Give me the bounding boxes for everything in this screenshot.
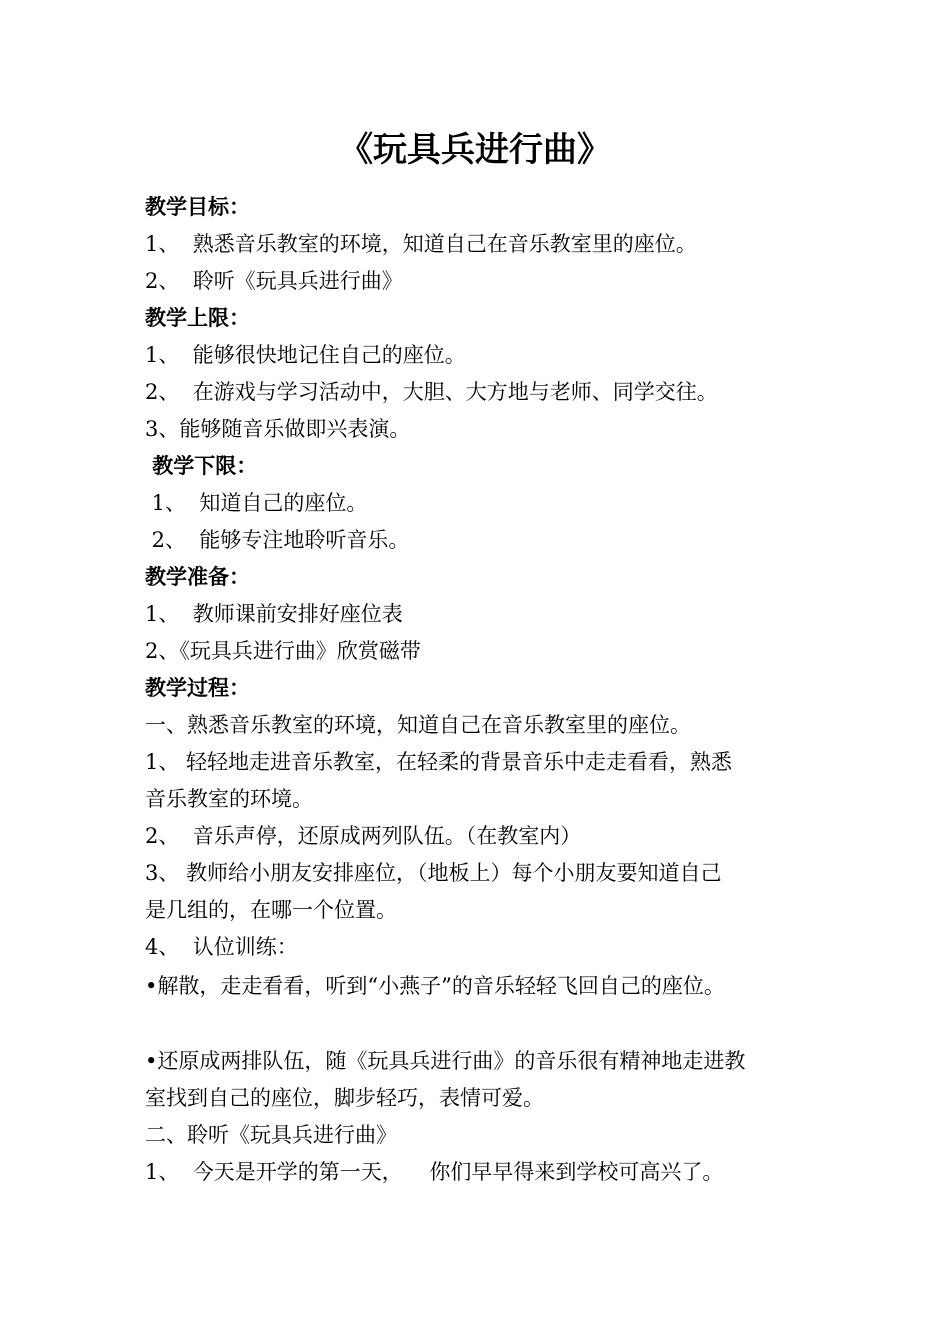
- text-line: 4、 认位训练：: [145, 935, 298, 959]
- text-line: 2、 能够专注地聆听音乐。: [145, 528, 410, 552]
- text-line: 2、 音乐声停，还原成两列队伍。（在教室内）: [145, 824, 582, 848]
- text-line: 1、 知道自己的座位。: [145, 491, 368, 515]
- text-line: 1、 轻轻地走进音乐教室，在轻柔的背景音乐中走走看看，熟悉: [145, 750, 733, 774]
- section-heading-objectives: 教学目标：: [145, 195, 250, 219]
- text-line: 1、 教师课前安排好座位表: [145, 602, 403, 626]
- text-line: 2、 聆听《玩具兵进行曲》: [145, 269, 403, 293]
- bullet-line: •还原成两排队伍，随《玩具兵进行曲》的音乐很有精神地走进教: [145, 1049, 746, 1073]
- text-line: 2、《玩具兵进行曲》欣赏磁带: [145, 639, 421, 663]
- text-line: 3、 教师给小朋友安排座位，（地板上）每个小朋友要知道自己: [145, 861, 722, 885]
- text-line: 二、聆听《玩具兵进行曲》: [145, 1123, 397, 1147]
- bullet-line: •解散，走走看看，听到“小燕子”的音乐轻轻飞回自己的座位。: [145, 974, 725, 998]
- section-heading-process: 教学过程：: [145, 676, 250, 700]
- section-heading-lower-limit: 教学下限：: [145, 454, 258, 478]
- text-line: 3、能够随音乐做即兴表演。: [145, 417, 411, 441]
- document-title: 《玩具兵进行曲》: [339, 130, 611, 170]
- text-line: 1、 今天是开学的第一天， 你们早早得来到学校可高兴了。: [145, 1160, 724, 1184]
- text-line: 1、 能够很快地记住自己的座位。: [145, 343, 466, 367]
- section-heading-upper-limit: 教学上限：: [145, 306, 250, 330]
- text-line: 室找到自己的座位，脚步轻巧，表情可爱。: [145, 1086, 544, 1110]
- text-line: 1、 熟悉音乐教室的环境，知道自己在音乐教室里的座位。: [145, 232, 697, 256]
- section-heading-preparation: 教学准备：: [145, 565, 250, 589]
- text-line: 2、 在游戏与学习活动中，大胆、大方地与老师、同学交往。: [145, 380, 718, 404]
- text-line: 音乐教室的环境。: [145, 787, 313, 811]
- text-line: 是几组的，在哪一个位置。: [145, 898, 397, 922]
- text-line: 一、熟悉音乐教室的环境，知道自己在音乐教室里的座位。: [145, 713, 691, 737]
